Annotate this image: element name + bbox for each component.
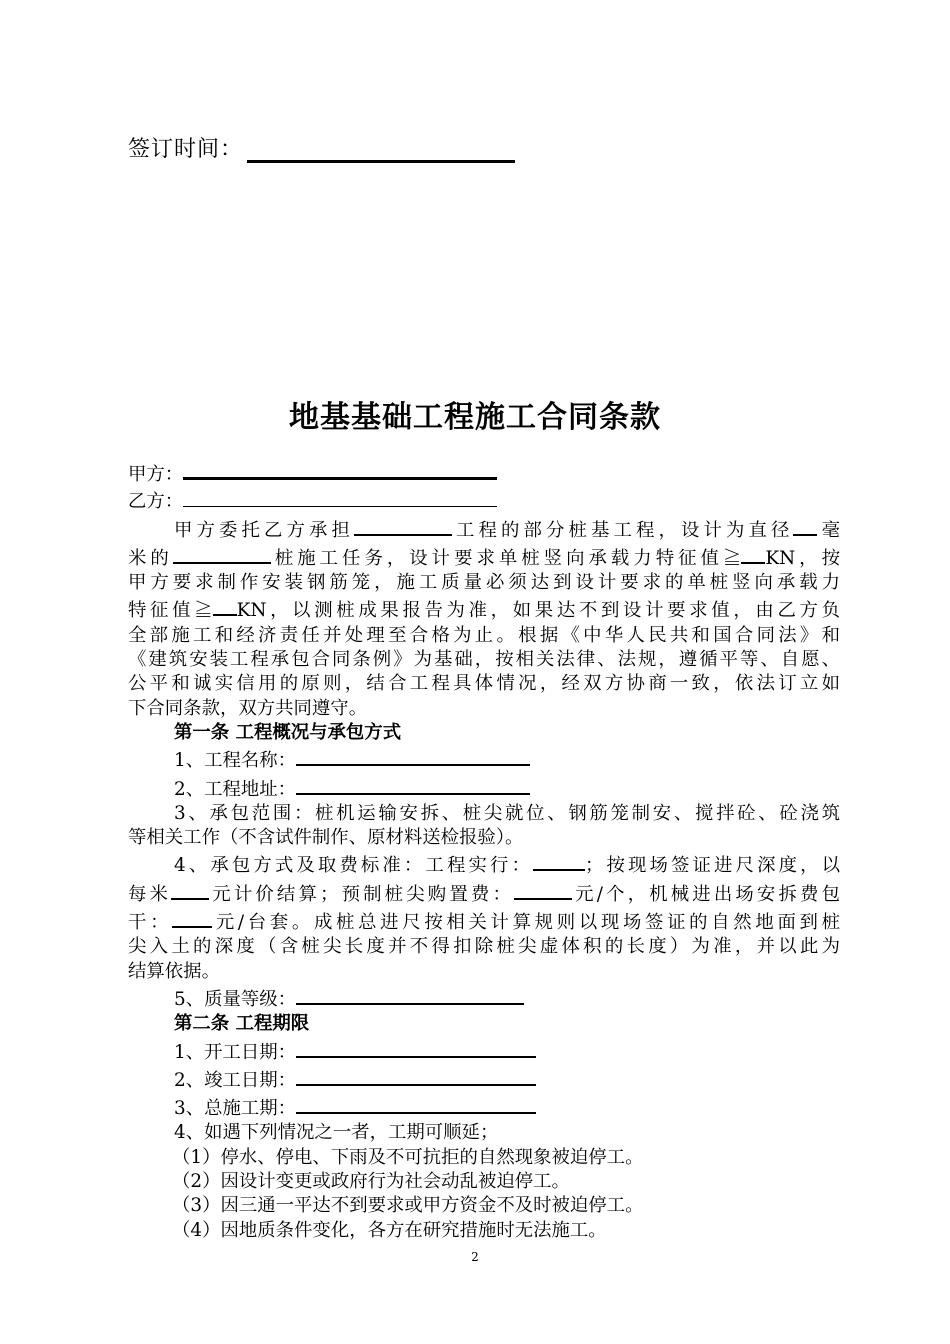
completion-date-label: 2、竣工日期： [174, 1069, 297, 1091]
intro-text: 工程的部分桩基工程，设计为直径 [451, 519, 794, 541]
article-1-heading: 第一条 工程概况与承包方式 [174, 721, 402, 743]
total-period-item [128, 1093, 840, 1121]
completion-date-field[interactable] [296, 1065, 536, 1086]
fee-text: ；按现场签证进尺深度，以 [584, 855, 840, 877]
fee-text: 4、承包方式及取费标准：工程实行： [174, 855, 533, 877]
document-title: 地基基础工程施工合同条款 [289, 400, 661, 435]
party-a-label: 甲方： [128, 464, 184, 485]
total-period-field[interactable] [296, 1093, 536, 1114]
page-number: 2 [471, 1250, 479, 1264]
pile-blank[interactable] [173, 543, 271, 564]
intro-line-4 [128, 595, 840, 623]
project-name-label: 1、工程名称： [174, 750, 297, 772]
intro-text: KN，以测桩成果报告为准，如果达不到设计要求值，由乙方负 [236, 600, 840, 622]
party-b-label: 乙方： [128, 491, 184, 513]
start-date-item [128, 1037, 840, 1065]
intro-text: 米的 [128, 547, 173, 569]
price-per-meter-blank[interactable] [171, 879, 209, 900]
fee-line-4: 尖入土的深度（含桩尖长度并不得扣除桩尖虚体积的长度）为准，并以此为 [128, 936, 840, 958]
article-2-heading: 第二条 工程期限 [174, 1013, 310, 1035]
intro-text: 特征值≧ [128, 600, 213, 622]
intro-line-3: 甲方要求制作安装钢筋笼，施工质量必须达到设计要求的单桩竖向承载力 [128, 572, 840, 594]
quality-grade-field[interactable] [296, 984, 524, 1005]
project-address-field[interactable] [296, 774, 530, 795]
signing-time [128, 132, 515, 163]
extension-sub-4: （4）因地质条件变化，各方在研究措施时无法施工。 [172, 1219, 607, 1241]
party-a-blank[interactable] [183, 458, 497, 480]
extension-sub-2: （2）因设计变更或政府行为社会动乱被迫停工。 [172, 1171, 570, 1193]
intro-text: 桩施工任务，设计要求单桩竖向承载力特征值≧ [270, 547, 742, 569]
scope-line-1: 3、承包范围：桩机运输安拆、桩尖就位、钢筋笼制安、搅拌砼、砼浇筑 [174, 802, 840, 824]
completion-date-item [128, 1065, 840, 1093]
intro-text: 毫 [817, 519, 840, 541]
intro-line-2 [128, 543, 840, 571]
intro-line-7: 公平和诚实信用的原则，结合工程具体情况，经双方协商一致，依法订立如 [128, 673, 840, 695]
fee-text: 元计价结算；预制桩尖购置费： [209, 883, 514, 905]
signing-time-label: 签订时间： [128, 137, 244, 162]
extension-item: 4、如遇下列情况之一者，工期可顺延； [174, 1122, 499, 1144]
quality-grade-label: 5、质量等级： [174, 988, 297, 1010]
pile-tip-price-blank[interactable] [514, 879, 572, 900]
extension-sub-1: （1）停水、停电、下雨及不可抗拒的自然现象被迫停工。 [172, 1146, 644, 1168]
fee-text: 干： [128, 912, 173, 934]
fee-line-5: 结算依据。 [128, 960, 220, 982]
quality-grade-item [128, 984, 840, 1012]
diameter-blank[interactable] [793, 515, 817, 536]
intro-line-5: 全部施工和经济责任并处理至合格为止。根据《中华人民共和国合同法》和 [128, 624, 840, 646]
intro-line-8: 下合同条款，双方共同遵守。 [128, 697, 368, 719]
party-b-blank[interactable] [183, 487, 497, 507]
machine-fee-blank[interactable] [172, 907, 212, 928]
fee-line-2 [128, 879, 840, 907]
fee-text: 每米 [128, 883, 172, 905]
fee-line-1 [128, 850, 840, 878]
extension-sub-3: （3）因三通一平达不到要求或甲方资金不及时被迫停工。 [172, 1195, 644, 1217]
contract-body [128, 458, 840, 1243]
total-period-label: 3、总施工期： [174, 1098, 297, 1120]
project-name-field[interactable] [296, 745, 530, 766]
fee-line-3 [128, 907, 840, 935]
project-address-label: 2、工程地址： [174, 778, 297, 800]
fee-text: 元/个，机械进出场安拆费包 [572, 883, 840, 905]
signing-time-blank[interactable] [247, 136, 515, 163]
capacity-blank-1[interactable] [741, 543, 765, 564]
contract-mode-blank[interactable] [533, 850, 585, 871]
capacity-blank-2[interactable] [213, 595, 237, 616]
scope-line-2: 等相关工作（不含试件制作、原材料送检报验）。 [128, 827, 524, 849]
intro-line-1 [128, 515, 840, 543]
intro-text: 甲方委托乙方承担 [174, 519, 354, 541]
project-name-blank[interactable] [354, 515, 452, 536]
party-a-line [128, 458, 840, 487]
start-date-label: 1、开工日期： [174, 1041, 297, 1063]
intro-text: KN，按 [765, 547, 840, 569]
intro-line-6: 《建筑安装工程承包合同条例》为基础，按相关法律、法规，遵循平等、自愿、 [128, 649, 840, 671]
fee-text: 元/台套。成桩总进尺按相关计算规则以现场签证的自然地面到桩 [212, 912, 840, 934]
start-date-field[interactable] [296, 1037, 536, 1058]
project-name-item [128, 745, 840, 773]
party-b-line [128, 487, 840, 514]
project-address-item [128, 774, 840, 802]
